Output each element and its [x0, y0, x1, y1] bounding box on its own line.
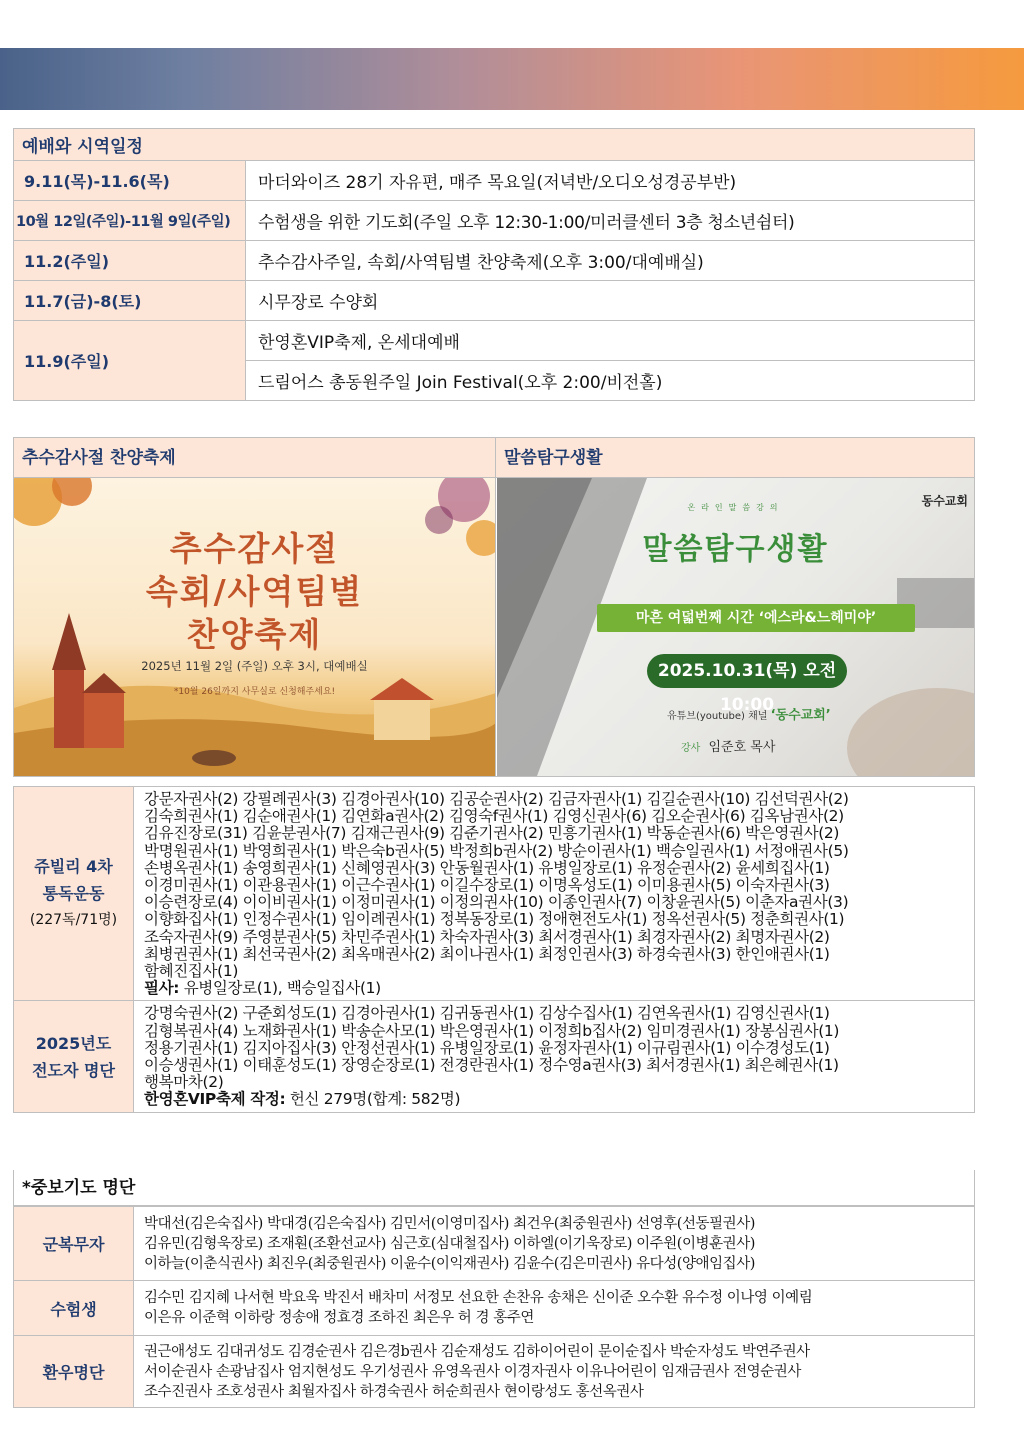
name-line: 김숙희권사(1) 김순애권사(1) 김연화a권사(2) 김영숙f권사(1) 김영신권사(6) 김오순권사(6) 김옥남권사(2)	[144, 807, 844, 826]
feature-section	[13, 437, 975, 777]
evangelist-label-line1: 2025년도	[35, 1033, 112, 1053]
name-line: 강명숙권사(2) 구준회성도(1) 김경아권사(1) 김귀동권사(1) 김상수집사(1) 김연옥권사(1) 김영신권사(1)	[144, 1004, 830, 1023]
schedule-desc: 한영혼VIP축제, 온세대예배	[246, 321, 975, 361]
prayer-label: 수험생	[14, 1281, 134, 1336]
evangelist-row	[14, 1001, 975, 1112]
jubilee-label-line1: 쥬빌리 4차	[34, 857, 113, 877]
schedule-desc: 추수감사주일, 속회/사역팀별 찬양축제(오후 3:00/대예배실)	[246, 241, 975, 281]
name-line: 이향화집사(1) 인정수권사(1) 임이례권사(1) 정복동장로(1) 정애현전도사(1) 정옥선권사(5) 정춘희권사(1)	[144, 910, 845, 929]
prayer-names	[134, 1281, 975, 1336]
prayer-row	[14, 1281, 975, 1336]
schedule-desc: 마더와이즈 28기 자유편, 매주 목요일(저녁반/오디오성경공부반)	[246, 161, 975, 201]
schedule-date: 11.7(금)-8(토)	[14, 281, 246, 321]
transcribe-label: 필사:	[144, 979, 180, 998]
name-line: 조숙자권사(9) 주영분권사(5) 차민주권사(1) 차숙자권사(3) 최서경권사(1) 최경자권사(2) 최명자권사(2)	[144, 927, 830, 946]
name-line: 행복마차(2)	[144, 1073, 224, 1092]
schedule-desc: 시무장로 수양회	[246, 281, 975, 321]
schedule-header: 예배와 시역일정	[14, 129, 975, 161]
name-line: 이은유 이준혁 이하랑 정송애 정효경 조하진 최은우 허 경 홍주연	[144, 1310, 534, 1326]
name-line: 서이순권사 손광남집사 엄지현성도 우기성권사 유영옥권사 이경자권사 이유나어린이 임재금권사 전영순권사	[144, 1363, 801, 1380]
transcribe-names: 유병일장로(1), 백승일집사(1)	[183, 979, 381, 998]
jubilee-names	[134, 787, 975, 1001]
poster-title-line1: 추수감사절	[169, 529, 340, 568]
prayer-label: 환우명단	[14, 1336, 134, 1408]
name-line: 박명원권사(1) 박영희권사(1) 박은숙b권사(5) 박정희b권사(2) 방순이권사(1) 백승일권사(1) 서정애권사(5)	[144, 841, 849, 860]
name-line: 이하늘(이춘식권사) 최진우(최중원권사) 이윤수(이익재권사) 김윤수(김은미권사) 유다성(양애임집사)	[144, 1255, 755, 1272]
name-line: 김수민 김지혜 나서현 박요욱 박진서 배차미 서정모 선요한 손찬유 송채은 신이준 오수환 유수정 이나영 이예림	[144, 1290, 813, 1306]
vip-label: 한영혼VIP축제 작정:	[144, 1090, 286, 1109]
lecturer-name: 임준호 목사	[708, 740, 776, 755]
prayer-names	[134, 1336, 975, 1408]
name-line: 강문자권사(2) 강필례권사(3) 김경아권사(10) 김공순권사(2) 김금자권사(1) 김길순권사(10) 김선덕권사(2)	[144, 790, 849, 808]
poster-series: 마흔 여덟번째 시간 ‘에스라&느헤미야’	[597, 604, 915, 632]
name-line: 이승련장로(4) 이이비권사(1) 이정미권사(1) 이정의권사(10) 이종인권사(7) 이창윤권사(5) 이춘자a권사(3)	[144, 893, 849, 912]
prayer-row	[14, 1336, 975, 1408]
poster-datetime: 2025.10.31(목) 오전 10:00	[647, 654, 847, 688]
jubilee-count: (227독/71명)	[29, 912, 118, 929]
poster-note: *10월 26일까지 사무실로 신청해주세요!	[173, 687, 336, 697]
poster-title-line2: 속회/사역팀별	[145, 572, 364, 611]
schedule-row	[14, 241, 975, 281]
youtube-channel	[667, 704, 831, 723]
jubilee-label	[14, 787, 134, 1001]
prayer-names	[134, 1207, 975, 1281]
feature-right-header: 말씀탐구생활	[496, 438, 974, 478]
evangelist-label	[14, 1001, 134, 1112]
schedule-desc: 드림어스 총동원주일 Join Festival(오후 2:00/비전홀)	[246, 361, 975, 401]
thanksgiving-poster	[14, 478, 496, 776]
name-line: 김형복권사(4) 노재화권사(1) 박송순사모(1) 박은영권사(1) 이정희b집사(2) 임미경권사(1) 장봉심권사(1)	[144, 1021, 840, 1040]
schedule-row	[14, 161, 975, 201]
youtube-channel-name: ‘동수교회’	[770, 708, 831, 723]
schedule-row	[14, 201, 975, 241]
jubilee-row	[14, 787, 975, 1001]
prayer-table	[13, 1206, 975, 1408]
vip-line	[144, 1091, 966, 1108]
prayer-row	[14, 1207, 975, 1281]
poster-online-label: 온라인말씀강의	[687, 503, 784, 512]
schedule-row	[14, 281, 975, 321]
name-line: 이경미권사(1) 이관용권사(1) 이근수권사(1) 이길수장로(1) 이명옥성도(1) 이미용권사(5) 이숙자권사(3)	[144, 876, 830, 895]
bible-study-poster	[497, 478, 974, 776]
church-logo: 동수교회	[921, 494, 968, 508]
evangelist-names	[134, 1001, 975, 1112]
name-line: 함혜진집사(1)	[144, 962, 239, 981]
prayer-header: *중보기도 명단	[13, 1170, 975, 1206]
feature-left-header: 추수감사절 찬양축제	[14, 438, 496, 478]
poster-subtitle: 2025년 11월 2일 (주일) 오후 3시, 대예배실	[141, 659, 368, 673]
evangelist-label-line2: 전도자 명단	[32, 1060, 115, 1080]
name-line: 조수진권사 조호성권사 최월자집사 하경숙권사 허순희권사 현이랑성도 홍선옥권사	[144, 1383, 644, 1400]
lecturer-label: 강사	[681, 743, 701, 754]
schedule-date: 9.11(목)-11.6(목)	[14, 161, 246, 201]
vip-value: 헌신 279명(합계: 582명)	[289, 1090, 461, 1109]
transcribe-line	[144, 980, 966, 997]
schedule-desc: 수험생을 위한 기도회(주일 오후 12:30-1:00/미러클센터 3층 청소년쉼터)	[246, 201, 975, 241]
youtube-prefix: 유튜브(youtube) 채널	[667, 711, 768, 722]
name-line: 최병권권사(1) 최선국권사(2) 최옥매권사(2) 최이나권사(1) 최정인권사(3) 하경숙권사(3) 한인애권사(1)	[144, 944, 830, 963]
name-line: 정용기권사(1) 김지아집사(3) 안정선권사(1) 유병일장로(1) 윤정자권사(1) 이규림권사(1) 이수경성도(1)	[144, 1038, 830, 1057]
header-gradient-band	[0, 48, 1024, 110]
schedule-date: 11.2(주일)	[14, 241, 246, 281]
name-line: 김유민(김형욱장로) 조재훤(조환선교사) 심근호(심대철집사) 이하엘(이기욱장로) 이주원(이병훈권사)	[144, 1235, 755, 1252]
name-line: 이승생권사(1) 이태훈성도(1) 장영순장로(1) 전경란권사(1) 정수영a권사(3) 최서경권사(1) 최은혜권사(1)	[144, 1056, 839, 1075]
lecturer	[681, 736, 775, 755]
names-table	[13, 786, 975, 1113]
jubilee-label-line2: 통독운동	[42, 884, 105, 904]
schedule-row	[14, 321, 975, 361]
name-line: 김유진장로(31) 김윤분권사(7) 김재근권사(9) 김준기권사(2) 민흥기권사(1) 박동순권사(6) 박은영권사(2)	[144, 824, 840, 843]
name-line: 손병옥권사(1) 송영희권사(1) 신혜영권사(3) 안동월권사(1) 유병일장로(1) 유정순권사(2) 윤세희집사(1)	[144, 858, 830, 877]
name-line: 박대선(김은숙집사) 박대경(김은숙집사) 김민서(이영미집사) 최건우(최중원권사) 선영후(선동필권사)	[144, 1215, 755, 1232]
prayer-label: 군복무자	[14, 1207, 134, 1281]
poster-main-title: 말씀탐구생활	[642, 532, 829, 567]
poster-title-line3: 찬양축제	[186, 615, 323, 654]
schedule-table	[13, 128, 975, 401]
schedule-date: 10월 12일(주일)-11월 9일(주일)	[14, 201, 246, 241]
name-line: 권근애성도 김대귀성도 김경순권사 김은경b권사 김순재성도 김하이어린이 문이순집사 박순자성도 박연주권사	[144, 1343, 810, 1360]
schedule-date: 11.9(주일)	[14, 321, 246, 401]
